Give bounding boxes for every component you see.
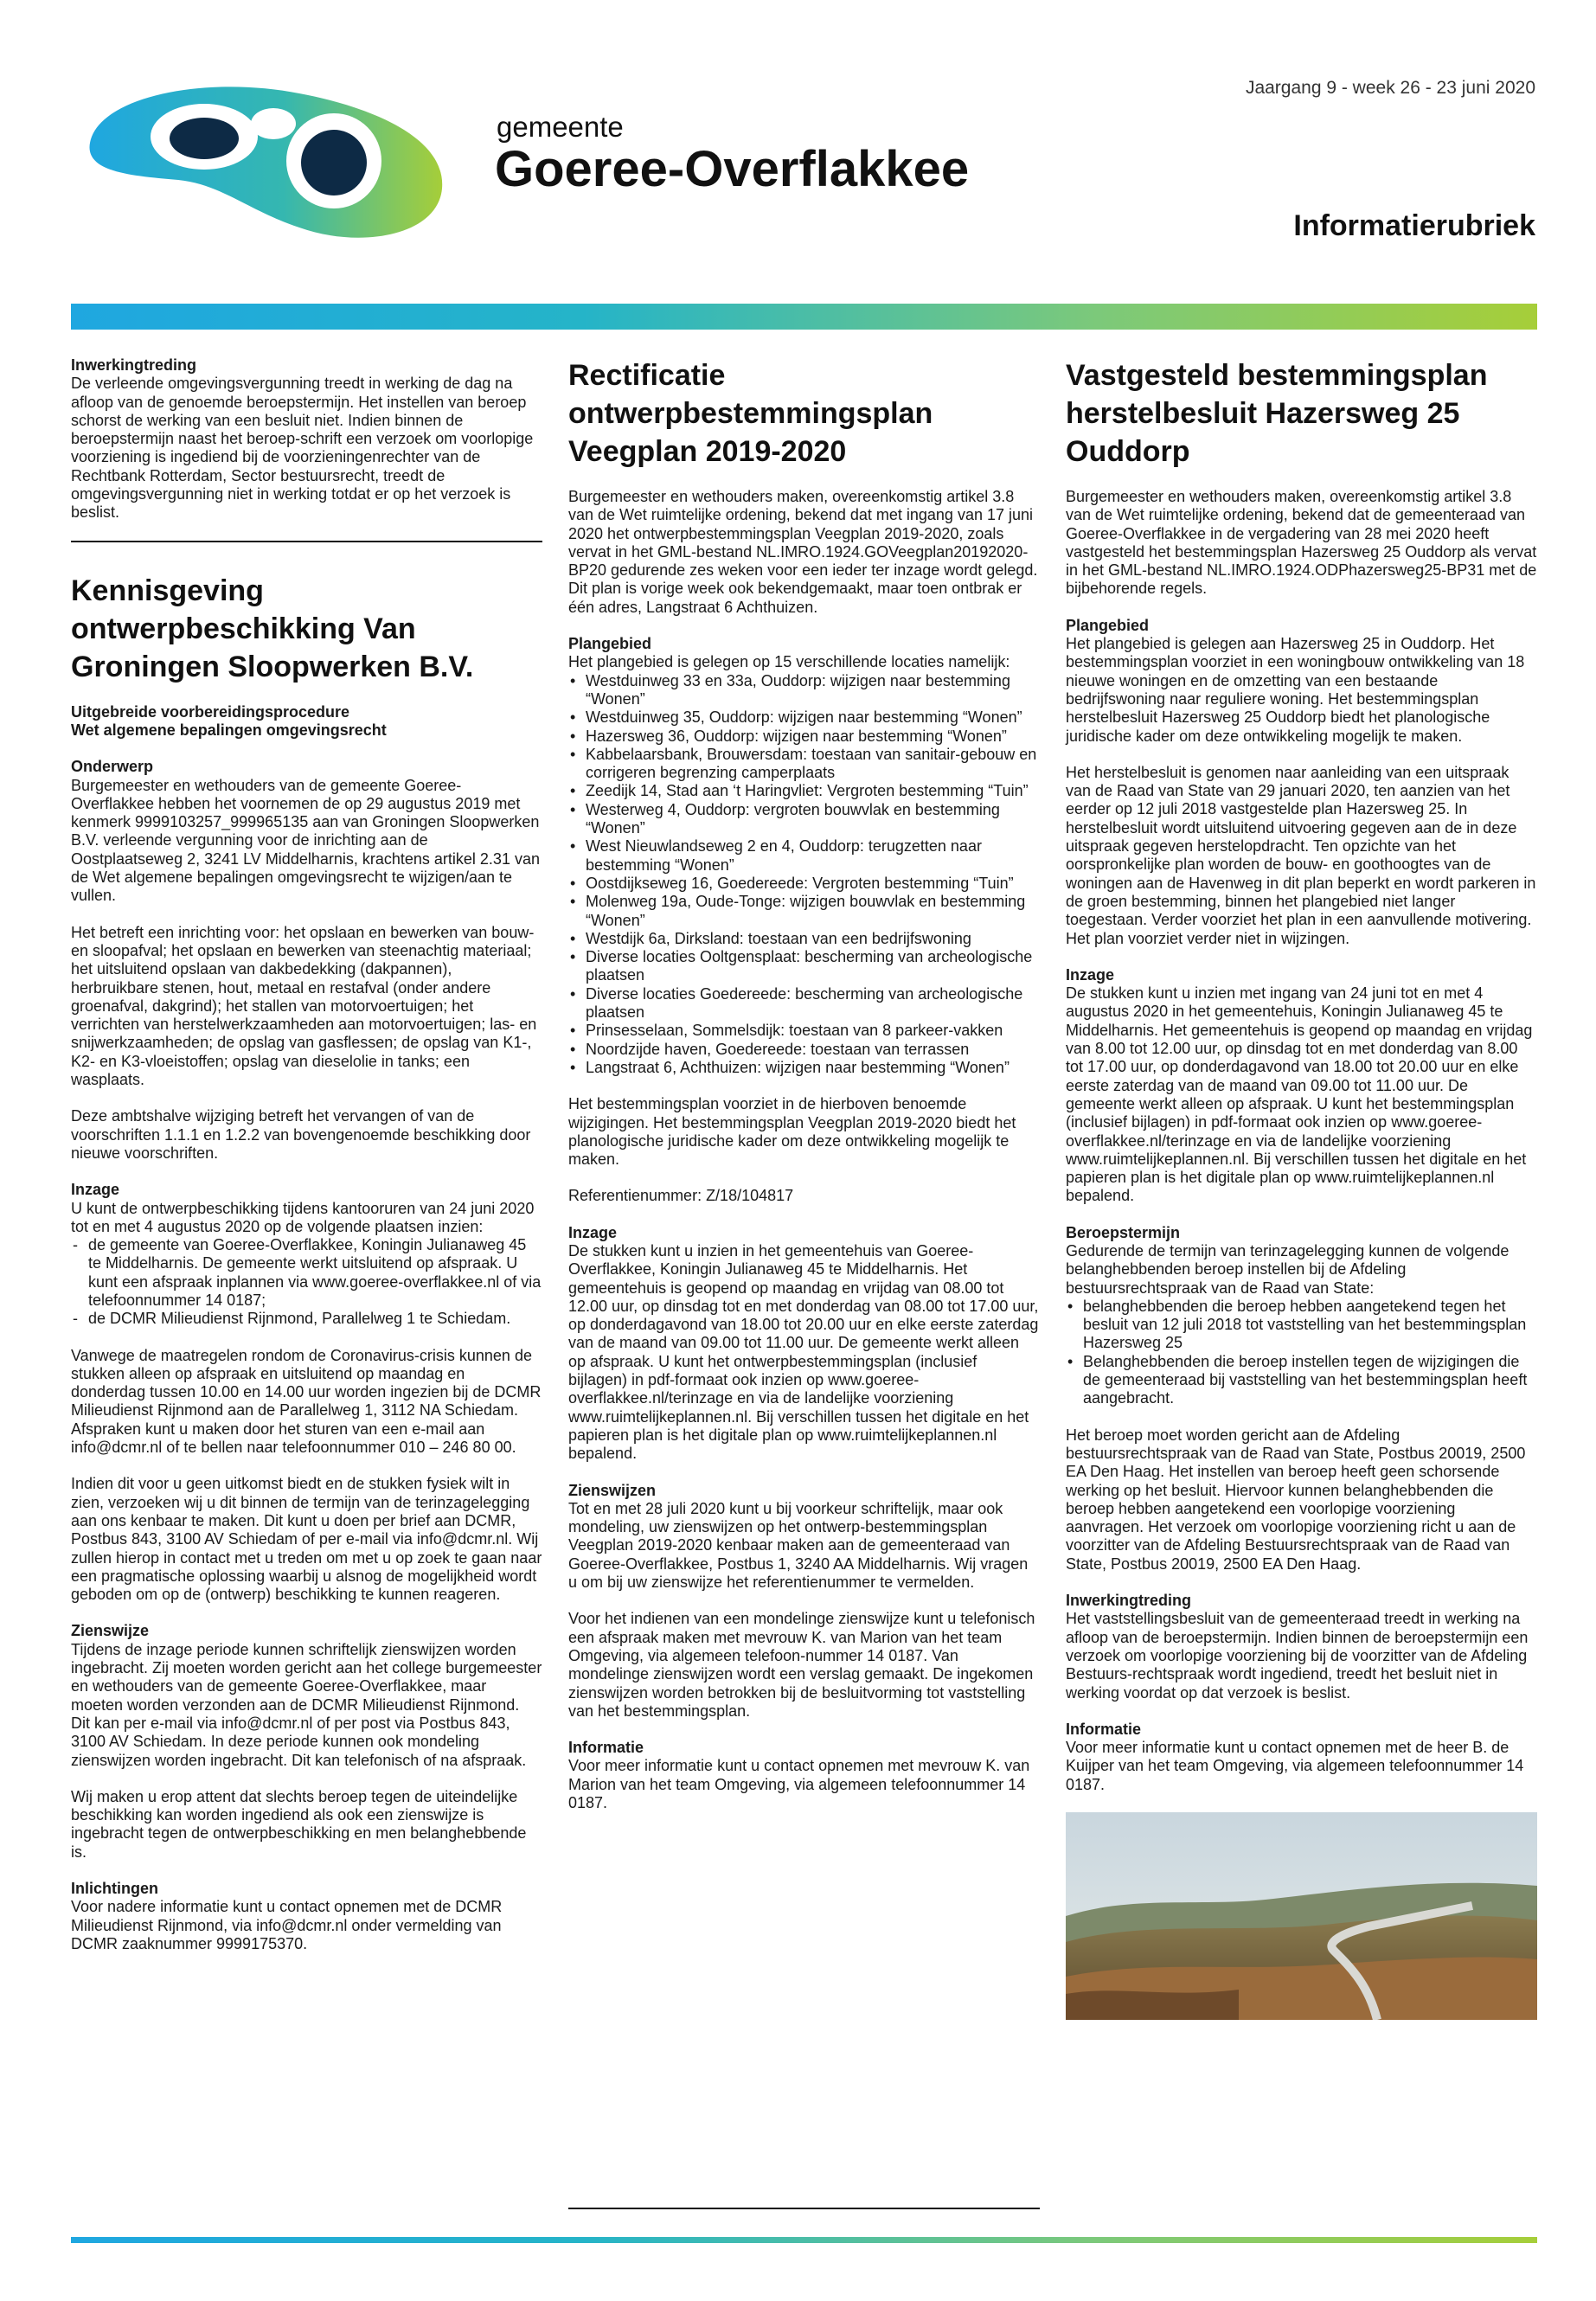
list-item: • Belanghebbenden die beroep instellen tegen de wijzigingen die de gemeenteraad bij vaststelling van het bestemmingsplan heeft aangebracht. [1066,1353,1537,1408]
paragraph: Het plangebied is gelegen op 15 verschillende locaties namelijk: [568,653,1010,671]
paragraph: De stukken kunt u inzien met ingang van 24 juni tot en met 4 augustus 2020 in het gemeentehuis, Koningin Julianaweg 45 te Middelharnis. Het gemeentehuis is geopend op maandag en vrijdag van 8.00 tot 12.00 uur, op dinsdag tot en met donderdag van 8.00 tot 17.00 uur, op donderdagavond van 18.00 tot 20.00 uur en elke eerste zaterdag van de maand van 09.00 tot 11.00 uur. De gemeente werkt alleen op afspraak. U kunt het bestemmingsplan (inclusief bijlagen) in pdf-formaat ook inzien op www.goeree-overflakkee.nl/terinzage en via de landelijke voorziening www.ruimtelijkeplannen.nl. Bij verschillen tussen het digitale en het papieren plan is het digitale plan op www.ruimtelijkeplannen.nl bepalend. [1066,984,1533,1205]
paragraph: Het herstelbesluit is genomen naar aanleiding van een uitspraak van de Raad van State van 29 januari 2020, ten aanzien van het eerder op 12 juli 2018 vastgestelde plan Hazersweg 25. In herstelbesluit wordt uitsluitend uitvoering gegeven aan de in deze uitspraak gegeven herstelopdracht. Ten opzichte van het oorspronkelijke plan worden de bouw- en goothoogtes van de woningen aan de Havenweg in dit plan beperkt en wordt parkeren in de groen bestemming, binnen het plangebied niet langer toegestaan. Verder voorziet het plan in een aanvullende motivering. Het plan voorziet verder niet in wijzingen. [1066,763,1536,947]
section-heading: Plangebied [1066,616,1150,634]
edition-line: Jaargang 9 - week 26 - 23 juni 2020 [1245,78,1535,98]
paragraph: Tot en met 28 juli 2020 kunt u bij voorkeur schriftelijk, maar ook mondeling, uw zienswijzen op het ontwerp-bestemmingsplan Veegplan 2019-2020 kenbaar maken aan de gemeenteraad van Goeree-Overflakkee, Postbus 1, 3240 AA Middelharnis. Wij vragen u om bij uw zienswijze het referentienummer te vermelden. [568,1499,1029,1592]
section-heading: Inzage [1066,965,1115,984]
list-item: • Zeedijk 14, Stad aan ‘t Haringvliet: Vergroten bestemming “Tuin” [568,782,1040,800]
section-heading: Inwerkingtreding [1066,1592,1192,1610]
paragraph: Burgemeester en wethouders maken, overeenkomstig artikel 3.8 van de Wet ruimtelijke ordening, bekend dat de gemeenteraad van Goeree-Overflakkee in de vergadering van 28 mei 2020 heeft vastgesteld het bestemmingsplan Hazersweg 25 Ouddorp als vervat in het GML-bestand NL.IMRO.1924.ODPhazersweg25-BP31 met de bijbehorende regels. [1066,488,1537,598]
list-item: • Diverse locaties Ooltgensplaat: bescherming van archeologische plaatsen [568,948,1040,985]
article-title: Rectificatie ontwerpbestemmingsplan Veegplan 2019-2020 [568,359,933,468]
paragraph: Het betreft een inrichting voor: het opslaan en bewerken van bouw- en sloopafval; het opslaan en bewerken van steenachtig materiaal; het uitsluitend opslaan van dakbedekking (dakpannen), herbruikbare stenen, hout, metaal en restafval (onder andere groenafval, dakgrind); het stallen van motorvoertuigen; het verrichten van herstelwerkzaamheden aan motorvoertuigen; las- en snijwerkzaamheden; de opslag van gasflessen; de opslag van K1-, K2- en K3-vloeistoffen; opslag van dieselolie in tanks; een wasplaats. [71,923,537,1089]
paragraph: Het plangebied is gelegen aan Hazersweg 25 in Ouddorp. Het bestemmingsplan voorziet in een woningbouw ontwikkeling van 18 nieuwe woningen en de omzetting van een bestaande bedrijfswoning naar reguliere woning. Het bestemmingsplan herstelbesluit Hazersweg 25 Ouddorp biedt het planologische juridische kader om deze ontwikkeling mogelijk te maken. [1066,635,1525,745]
inzage-list [71,1236,542,1328]
list-item: • Diverse locaties Goedereede: bescherming van archeologische plaatsen [568,985,1040,1022]
list-item: • Westduinweg 35, Ouddorp: wijzigen naar bestemming “Wonen” [568,708,1040,727]
list-item: • Noordzijde haven, Goedereede: toestaan van terrassen [568,1041,1040,1059]
section-heading: Informatie [1066,1720,1142,1738]
list-item: • Molenweg 19a, Oude-Tonge: wijzigen bouwvlak en bestemming “Wonen” [568,893,1040,930]
paragraph: Burgemeester en wethouders van de gemeente Goeree-Overflakkee hebben het voornemen de op 29 augustus 2019 met kenmerk 9999103257_999965135 aan van Groningen Sloopwerken B.V. verleende vergunning voor de inrichting aan de Oostplaatseweg 2, 3241 LV Middelharnis, krachtens artikel 2.31 van de Wet algemene bepalingen omgevingsrecht te wijzigen/aan te vullen. [71,776,540,905]
column-1 [71,356,542,1971]
list-item: • West Nieuwlandseweg 2 en 4, Ouddorp: terugzetten naar bestemming “Wonen” [568,837,1040,875]
list-item: • Langstraat 6, Achthuizen: wijzigen naar bestemming “Wonen” [568,1059,1040,1077]
paragraph: Tijdens de inzage periode kunnen schriftelijk zienswijzen worden ingebracht. Zij moeten worden gericht aan het college burgemeester en wethouders van de gemeente Goeree-Overflakkee, maar moeten worden verzonden aan de DCMR Milieudienst Rijnmond. Dit kan per e-mail via info@dcmr.nl of per post via Postbus 843, 3100 AV Schiedam. In deze periode kunnen ook mondeling zienswijzen worden ingebracht. Dit kan telefonisch of na afspraak. [71,1640,542,1769]
article-title: Kennisgeving ontwerpbeschikking Van Groningen Sloopwerken B.V. [71,574,474,683]
section-heading: Zienswijzen [568,1481,657,1499]
list-item: • Westduinweg 33 en 33a, Ouddorp: wijzigen naar bestemming “Wonen” [568,672,1040,709]
gemeente-logo [74,76,455,249]
article-subtitle [71,703,542,740]
section-heading: Inzage [71,1181,120,1199]
column-3 [1066,356,1537,2020]
paragraph: Voor het indienen van een mondelinge zienswijze kunt u telefonisch een afspraak maken met mevrouw K. van Marion van het team Omgeving, via algemeen telefoon-nummer 14 0187. Van mondelinge zienswijzen wordt een verslag gemaakt. De ingekomen zienswijzen worden betrokken bij de besluitvorming tot vaststelling van het bestemmingsplan. [568,1610,1035,1720]
gemeente-label: gemeente [497,111,624,143]
brand-gradient-bar-bottom [71,2237,1537,2243]
beroep-list [1066,1298,1537,1408]
paragraph: Gedurende de termijn van terinzagelegging kunnen de volgende belanghebbenden beroep instellen bij de Afdeling bestuursrechtspraak van de Raad van State: [1066,1241,1509,1297]
section-heading: Beroepstermijn [1066,1223,1181,1241]
divider [71,541,542,542]
paragraph: Voor meer informatie kunt u contact opnemen met mevrouw K. van Marion van het team Omgeving, via algemeen telefoonnummer 14 0187. [568,1757,1030,1811]
section-heading: Inzage [568,1223,618,1241]
section-heading: Inlichtingen [71,1880,158,1897]
landscape-photo [1066,1812,1537,2020]
paragraph: Burgemeester en wethouders maken, overeenkomstig artikel 3.8 van de Wet ruimtelijke ordening, bekend dat met ingang van 17 juni 2020 het ontwerpbestemmingsplan Veegplan 2019-2020, zoals vervat in het GML-bestand NL.IMRO.1924.GOVeegplan20192020-BP20 gedurende zes weken voor een ieder ter inzage wordt gelegd. Dit plan is vorige week ook bekendgemaakt, maar toen ontbrak er één adres, Langstraat 6 Achthuizen. [568,488,1038,616]
column-2 [568,356,1040,1830]
list-item: • Kabbelaarsbank, Brouwersdam: toestaan van sanitair-gebouw en corrigeren begrenzing camperplaats [568,746,1040,783]
paragraph: U kunt de ontwerpbeschikking tijdens kantooruren van 24 juni 2020 tot en met 4 augustus 2020 op de volgende plaatsen inzien: [71,1199,535,1235]
rubriek-title: Informatierubriek [1293,209,1535,242]
subtitle-line: Wet algemene bepalingen omgevingsrecht [71,721,387,739]
brand-gradient-bar [71,304,1537,330]
article-title: Vastgesteld bestemmingsplan herstelbesluit Hazersweg 25 Ouddorp [1066,359,1488,468]
list-item: - de gemeente van Goeree-Overflakkee, Koningin Julianaweg 45 te Middelharnis. De gemeente werkt uitsluitend op afspraak. U kunt een afspraak inplannen via www.goeree-overflakkee.nl of via telefoonnummer 14 0187; [71,1236,542,1310]
section-heading: Inwerkingtreding [71,356,197,374]
locaties-list [568,672,1040,1078]
subtitle-line: Uitgebreide voorbereidingsprocedure [71,702,350,721]
list-item: • belanghebbenden die beroep hebben aangetekend tegen het besluit van 12 juli 2018 tot vaststelling van het bestemmingsplan Hazersweg 25 [1066,1298,1537,1353]
paragraph: Voor meer informatie kunt u contact opnemen met de heer B. de Kuijper van het team Omgeving, via algemeen telefoonnummer 14 0187. [1066,1739,1524,1793]
list-item: - de DCMR Milieudienst Rijnmond, Parallelweg 1 te Schiedam. [71,1310,542,1328]
list-item: • Prinsesselaan, Sommelsdijk: toestaan van 8 parkeer-vakken [568,1022,1040,1040]
list-item: • Hazersweg 36, Ouddorp: wijzigen naar bestemming “Wonen” [568,727,1040,746]
paragraph: Het bestemmingsplan voorziet in de hierboven benoemde wijzigingen. Het bestemmingsplan Veegplan 2019-2020 biedt het planologische juridische kader om deze ontwikkeling mogelijk te maken. [568,1095,1016,1169]
paragraph: Het beroep moet worden gericht aan de Afdeling bestuursrechtspraak van de Raad van State, Postbus 20019, 2500 EA Den Haag. Het instellen van beroep heeft geen schorsende werking op het besluit. Hiervoor kunnen belanghebbenden die beroep hebben aangetekend een voorlopige voorziening aanvragen. Het verzoek om voorlopige voorziening richt u aan de voorzitter van de Afdeling Bestuursrechtspraak van de Raad van State, Postbus 20019, 2500 EA Den Haag. [1066,1426,1526,1573]
list-item: • Westdijk 6a, Dirksland: toestaan van een bedrijfswoning [568,930,1040,948]
referentie: Referentienummer: Z/18/104817 [568,1187,794,1205]
list-item: • Westerweg 4, Ouddorp: vergroten bouwvlak en bestemming “Wonen” [568,801,1040,838]
paragraph: De verleende omgevingsvergunning treedt in werking de dag na afloop van de genoemde beroepstermijn. Het instellen van beroep schorst de werking van een besluit niet. Indien binnen de beroepstermijn naast het beroep-schrift een verzoek om voorlopige voorziening is ingediend bij de voorzieningenrechter van de Rechtbank Rotterdam, Sector bestuursrecht, treedt de omgevingsvergunning niet in werking totdat er op het verzoek is beslist. [71,375,534,522]
section-heading: Informatie [568,1739,644,1757]
list-item: • Oostdijkseweg 16, Goedereede: Vergroten bestemming “Tuin” [568,875,1040,893]
paragraph: Het vaststellingsbesluit van de gemeenteraad treedt in werking na afloop van de beroepstermijn. Indien binnen de beroepstermijn een verzoek om voorlopige voorziening bij de voorzitter van de Afdeling Bestuurs-rechtspraak wordt ingediend, treedt het besluit niet in werking voordat op dat verzoek is beslist. [1066,1610,1529,1702]
divider [568,2208,1040,2209]
paragraph: Vanwege de maatregelen rondom de Coronavirus-crisis kunnen de stukken alleen op afspraak en uitsluitend op maandag en donderdag tussen 10.00 en 14.00 uur worden ingezien bij de DCMR Milieudienst Rijnmond aan de Parallelweg 1, 3112 NA Schiedam. Afspraken kunt u maken door het sturen van een e-mail aan info@dcmr.nl of te bellen naar telefoonnummer 010 – 246 80 00. [71,1346,542,1457]
section-heading: Onderwerp [71,758,154,776]
paragraph: Voor nadere informatie kunt u contact opnemen met de DCMR Milieudienst Rijnmond, via info@dcmr.nl onder vermelding van DCMR zaaknummer 9999175370. [71,1898,503,1952]
paragraph: De stukken kunt u inzien in het gemeentehuis van Goeree-Overflakkee, Koningin Julianaweg 45 te Middelharnis. Het gemeentehuis is geopend op maandag en vrijdag van 08.00 tot 12.00 uur, op dinsdag tot en met donderdag van 08.00 tot 17.00 uur, op donderdagavond van 18.00 tot 20.00 uur en elke eerste zaterdag van de maand van 09.00 tot 11.00 uur. De gemeente werkt alleen op afspraak. U kunt het ontwerpbestemmingsplan (inclusief bijlagen) in pdf-formaat ook inzien op www.goeree-overflakkee.nl/terinzage en via de landelijke voorziening www.ruimtelijkeplannen.nl. Bij verschillen tussen het digitale en het papieren plan is het digitale plan op www.ruimtelijkeplannen.nl bepalend. [568,1241,1039,1463]
gemeente-name: Goeree-Overflakkee [495,141,970,197]
section-heading: Zienswijze [71,1622,150,1640]
paragraph: Wij maken u erop attent dat slechts beroep tegen de uiteindelijke beschikking kan worden ingediend als ook een zienswijze is ingebracht tegen de ontwerpbeschikking en men belanghebbende is. [71,1787,527,1861]
section-heading: Plangebied [568,635,652,653]
paragraph: Indien dit voor u geen uitkomst biedt en de stukken fysiek wilt in zien, verzoeken wij u dit binnen de termijn van de terinzagelegging aan ons kenbaar te maken. Dit kunt u doen per brief aan DCMR, Postbus 843, 3100 AV Schiedam of per e-mail via info@dcmr.nl. Wij zullen hierop in contact met u treden om met u op zoek te gaan naar een pragmatische oplossing waarbij u alsnog de mogelijkheid wordt geboden om op de (ontwerp) beschikking te kunnen reageren. [71,1475,542,1604]
paragraph: Deze ambtshalve wijziging betreft het vervangen of van de voorschriften 1.1.1 en 1.2.2 van bovengenoemde beschikking door nieuwe voorschriften. [71,1107,531,1162]
